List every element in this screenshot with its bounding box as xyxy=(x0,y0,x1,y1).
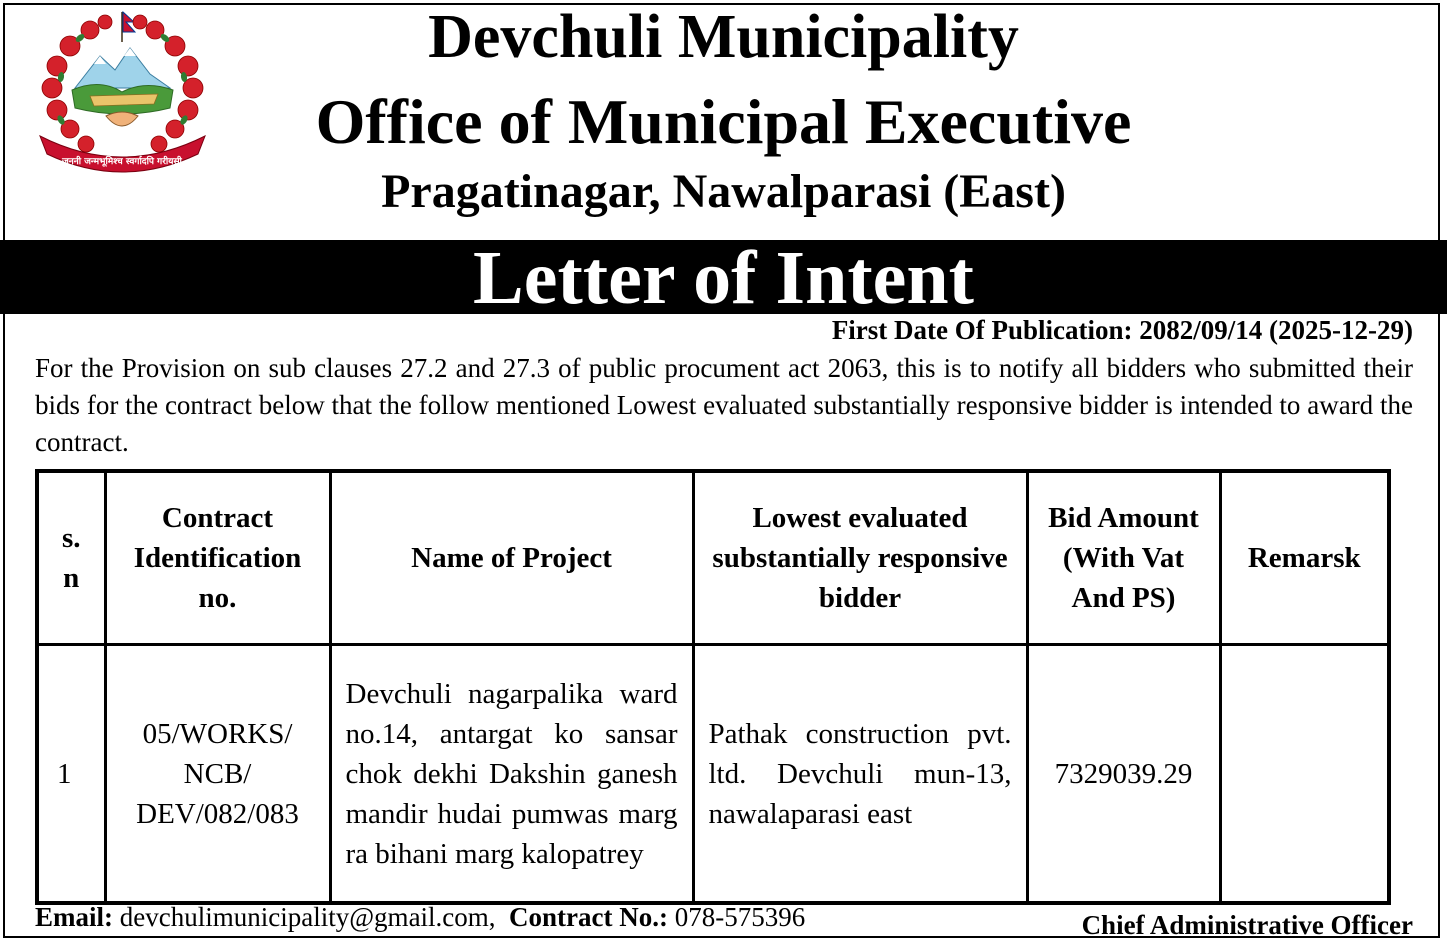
cell-bidder: Pathak construction pvt. ltd. Devchuli mun-13, nawalaparasi east xyxy=(693,645,1027,904)
emblem-motto: जननी जन्मभूमिश्च स्वर्गादपि गरीयसी xyxy=(62,157,182,167)
header-remarks: Remarsk xyxy=(1220,471,1389,645)
signatory: Chief Administrative Officer xyxy=(1081,910,1413,940)
email-address[interactable]: devchulimunicipality@gmail.com, xyxy=(119,902,496,932)
intro-paragraph: For the Provision on sub clauses 27.2 and 27.3 of public procument act 2063, this is to notify all bidders who submitted their bids for the contract below that the follow mentioned Lowest evaluated substantially responsive bidder is intended to award the contract. xyxy=(35,353,1413,457)
contact-label: Contract No.: xyxy=(509,902,669,932)
table-header-row xyxy=(37,471,1389,645)
municipality-name: Devchuli Municipality xyxy=(428,3,1019,71)
header-sn: s. n xyxy=(37,471,105,645)
office-name: Office of Municipal Executive xyxy=(315,86,1132,157)
cell-sn: 1 xyxy=(37,645,105,904)
cell-project: Devchuli nagarpalika ward no.14, antargat ko sansar chok dekhi Dakshin ganesh mandir hudai pumwas marg ra bihani marg kalopatrey xyxy=(330,645,693,904)
cell-amount: 7329039.29 xyxy=(1027,645,1220,904)
email-label: Email: xyxy=(35,902,113,932)
contact-info xyxy=(35,899,805,935)
header-project: Name of Project xyxy=(330,471,693,645)
header-amount: Bid Amount (With Vat And PS) xyxy=(1027,471,1220,645)
header-contract-id: Contract Identification no. xyxy=(105,471,330,645)
header-bidder: Lowest evaluated substantially responsive bidder xyxy=(693,471,1027,645)
office-address: Pragatinagar, Nawalparasi (East) xyxy=(381,165,1066,218)
cell-remarks xyxy=(1220,645,1389,904)
cell-contract-id: 05/WORKS/ NCB/ DEV/082/083 xyxy=(105,645,330,904)
contact-number: 078-575396 xyxy=(674,902,806,932)
award-table xyxy=(35,469,1391,905)
publication-date: First Date Of Publication: 2082/09/14 (2025-12-29) xyxy=(831,315,1413,345)
table-row xyxy=(37,645,1389,904)
document-title: Letter of Intent xyxy=(473,236,974,320)
